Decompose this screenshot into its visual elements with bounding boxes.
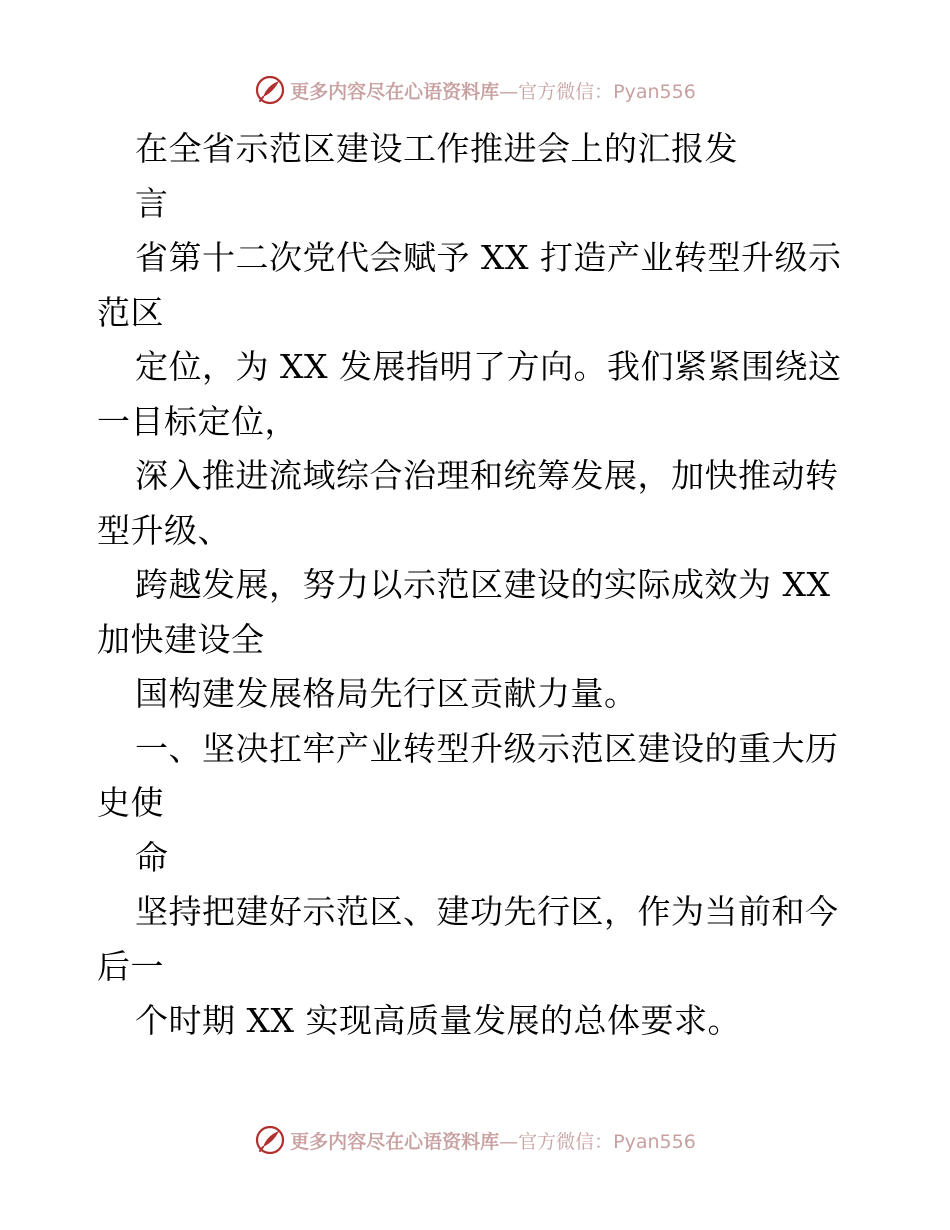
watermark-sub-text: —官方微信：Pyan556 (499, 80, 696, 103)
paragraph-line: 型升级、 (97, 510, 231, 550)
section-heading-line: 命 (135, 837, 169, 877)
document-body (97, 122, 857, 1049)
watermark-sub-text: —官方微信：Pyan556 (499, 1130, 696, 1153)
paragraph-line: 个时期 XX 实现高质量发展的总体要求。 (135, 1001, 741, 1040)
paragraph-line: 范区 (97, 292, 164, 332)
paragraph-line: 定位，为 XX 发展指明了方向。我们紧紧围绕这 (135, 347, 842, 386)
footer-watermark (0, 1120, 950, 1160)
paragraph-line: 坚持把建好示范区、建功先行区，作为当前和今 (135, 892, 839, 931)
paragraph-line: 国构建发展格局先行区贡献力量。 (135, 674, 638, 713)
paragraph-line: 一目标定位， (97, 401, 298, 441)
watermark-main-text: 更多内容尽在心语资料库 (290, 1130, 500, 1153)
header-watermark (0, 70, 950, 110)
paragraph-line: 加快建设全 (97, 619, 265, 659)
section-heading-line: 一、坚决扛牢产业转型升级示范区建设的重大历 (135, 728, 839, 768)
section-heading-line: 史使 (97, 783, 164, 822)
paragraph-line: 后一 (97, 946, 164, 986)
title-line-2: 言 (135, 183, 169, 223)
title-line-1: 在全省示范区建设工作推进会上的汇报发 (135, 129, 738, 168)
feather-pen-icon (254, 74, 286, 106)
feather-pen-icon (254, 1124, 286, 1156)
watermark-main-text: 更多内容尽在心语资料库 (290, 80, 500, 103)
paragraph-line: 跨越发展，努力以示范区建设的实际成效为 XX (135, 565, 831, 604)
paragraph-line: 深入推进流域综合治理和统筹发展，加快推动转 (135, 456, 839, 495)
paragraph-line: 省第十二次党代会赋予 XX 打造产业转型升级示 (135, 238, 842, 277)
